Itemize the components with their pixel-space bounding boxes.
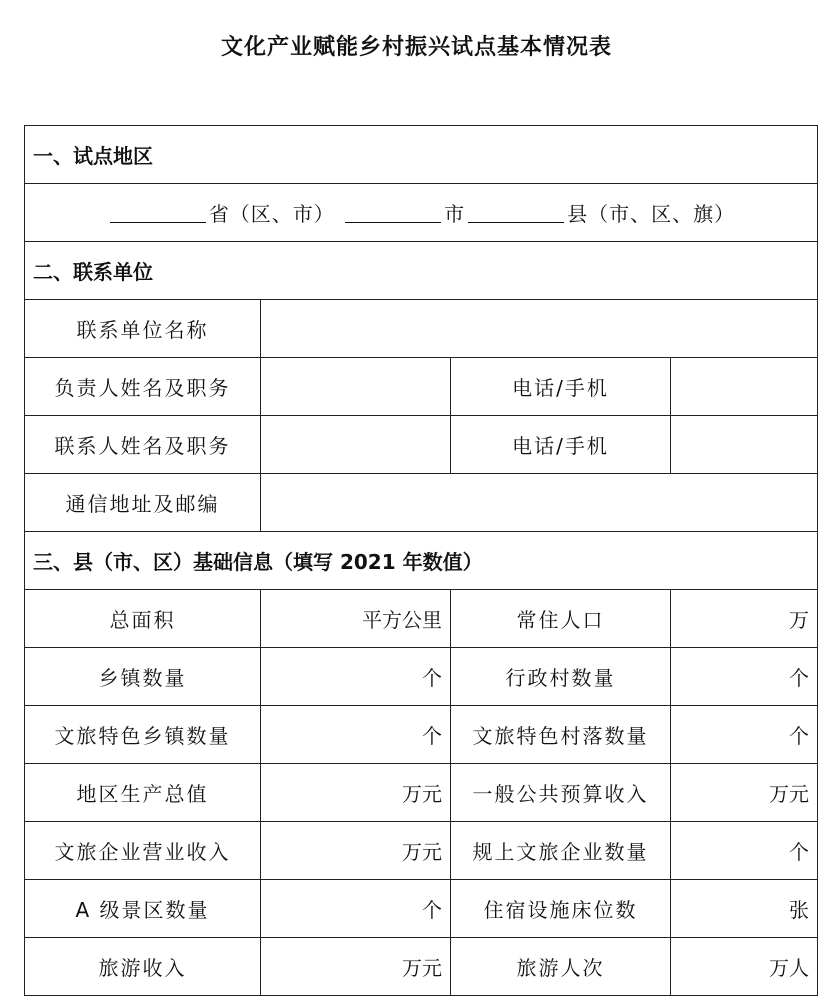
row-unit-left[interactable]: 个 bbox=[261, 880, 451, 938]
row-label-right: 住宿设施床位数 bbox=[451, 880, 671, 938]
county-blank[interactable] bbox=[468, 204, 564, 223]
page-title: 文化产业赋能乡村振兴试点基本情况表 bbox=[220, 35, 612, 60]
row-unit-left[interactable]: 万元 bbox=[261, 764, 451, 822]
region-row bbox=[25, 184, 818, 242]
table-row bbox=[25, 822, 818, 880]
row-unit-right[interactable]: 万元 bbox=[671, 764, 818, 822]
contact-label: 联系人姓名及职务 bbox=[25, 416, 261, 474]
province-suffix: 省（区、市） bbox=[208, 202, 335, 226]
row-label-left: 文旅企业营业收入 bbox=[25, 822, 261, 880]
row-unit-right[interactable]: 个 bbox=[671, 648, 818, 706]
row-label-right: 旅游人次 bbox=[451, 938, 671, 996]
section1-header-row bbox=[25, 126, 818, 184]
row-unit-right[interactable]: 个 bbox=[671, 706, 818, 764]
leader-phone-label: 电话/手机 bbox=[451, 358, 671, 416]
row-label-right: 一般公共预算收入 bbox=[451, 764, 671, 822]
unit-name-row bbox=[25, 300, 818, 358]
section3-header-row bbox=[25, 532, 818, 590]
leader-row bbox=[25, 358, 818, 416]
leader-phone-field[interactable] bbox=[671, 358, 818, 416]
row-label-right: 常住人口 bbox=[451, 590, 671, 648]
row-unit-right[interactable]: 张 bbox=[671, 880, 818, 938]
row-unit-right[interactable]: 万 bbox=[671, 590, 818, 648]
row-unit-left[interactable]: 平方公里 bbox=[261, 590, 451, 648]
section1-heading: 一、试点地区 bbox=[25, 126, 818, 184]
table-row bbox=[25, 590, 818, 648]
region-cell bbox=[25, 184, 818, 242]
row-label-left: 总面积 bbox=[25, 590, 261, 648]
row-label-right: 行政村数量 bbox=[451, 648, 671, 706]
unit-name-field[interactable] bbox=[261, 300, 818, 358]
unit-name-label: 联系单位名称 bbox=[25, 300, 261, 358]
row-label-left: A 级景区数量 bbox=[25, 880, 261, 938]
section2-header-row bbox=[25, 242, 818, 300]
row-label-right: 规上文旅企业数量 bbox=[451, 822, 671, 880]
address-label: 通信地址及邮编 bbox=[25, 474, 261, 532]
table-row bbox=[25, 706, 818, 764]
row-label-left: 文旅特色乡镇数量 bbox=[25, 706, 261, 764]
section2-heading: 二、联系单位 bbox=[25, 242, 818, 300]
address-field[interactable] bbox=[261, 474, 818, 532]
row-unit-left[interactable]: 万元 bbox=[261, 938, 451, 996]
table-row bbox=[25, 764, 818, 822]
row-label-left: 地区生产总值 bbox=[25, 764, 261, 822]
table-row bbox=[25, 648, 818, 706]
leader-field[interactable] bbox=[261, 358, 451, 416]
row-unit-right[interactable]: 个 bbox=[671, 822, 818, 880]
table-row bbox=[25, 938, 818, 996]
row-label-left: 乡镇数量 bbox=[25, 648, 261, 706]
row-unit-left[interactable]: 万元 bbox=[261, 822, 451, 880]
contact-row bbox=[25, 416, 818, 474]
row-label-right: 文旅特色村落数量 bbox=[451, 706, 671, 764]
contact-phone-label: 电话/手机 bbox=[451, 416, 671, 474]
contact-phone-field[interactable] bbox=[671, 416, 818, 474]
row-unit-left[interactable]: 个 bbox=[261, 706, 451, 764]
county-suffix: 县（市、区、旗） bbox=[567, 202, 736, 226]
city-blank[interactable] bbox=[345, 204, 441, 223]
row-unit-right[interactable]: 万人 bbox=[671, 938, 818, 996]
section3-heading: 三、县（市、区）基础信息（填写 2021 年数值） bbox=[25, 532, 818, 590]
city-suffix: 市 bbox=[444, 202, 466, 226]
leader-label: 负责人姓名及职务 bbox=[25, 358, 261, 416]
address-row bbox=[25, 474, 818, 532]
contact-field[interactable] bbox=[261, 416, 451, 474]
row-label-left: 旅游收入 bbox=[25, 938, 261, 996]
province-blank[interactable] bbox=[110, 204, 206, 223]
table-row bbox=[25, 880, 818, 938]
row-unit-left[interactable]: 个 bbox=[261, 648, 451, 706]
info-form-table bbox=[24, 125, 818, 996]
